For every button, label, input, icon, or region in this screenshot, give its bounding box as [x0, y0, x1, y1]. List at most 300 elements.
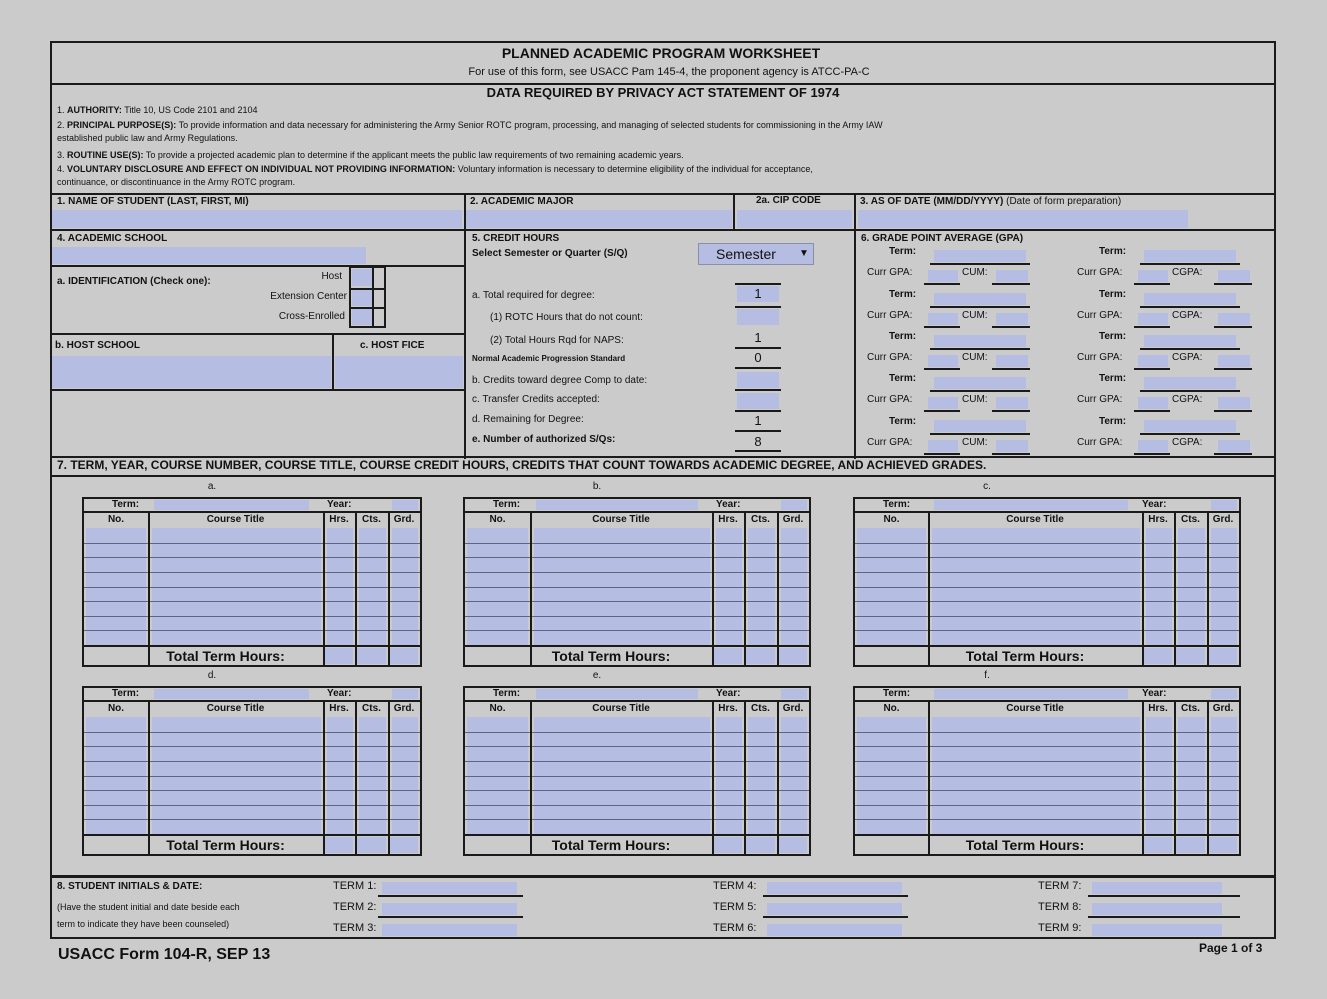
initials-input[interactable] [382, 882, 517, 894]
underline [992, 453, 1030, 455]
curr-gpa-label: Curr GPA: [867, 310, 913, 321]
asof-label: 3. AS OF DATE (MM/DD/YYYY) (Date of form preparation) [860, 196, 1122, 207]
initials-term-label: TERM 8: [1038, 901, 1082, 913]
grid-header [84, 499, 420, 513]
col-grd: Grd. [782, 514, 804, 525]
privacy-title: DATA REQUIRED BY PRIVACY ACT STATEMENT OF 1974 [486, 85, 840, 100]
underline [924, 453, 960, 455]
curr-gpa-input[interactable] [1138, 313, 1168, 325]
initials-term-label: TERM 6: [713, 922, 757, 934]
credit-d-label: d. Remaining for Degree: [472, 414, 584, 425]
chevron-down-icon: ▼ [799, 248, 809, 259]
underline [1214, 453, 1252, 455]
underline [1140, 306, 1240, 308]
col-hrs: Hrs. [718, 514, 738, 525]
col-hrs: Hrs. [329, 703, 349, 714]
gpa-term-input[interactable] [934, 293, 1026, 305]
row-divider [465, 572, 809, 573]
column-divider [1174, 702, 1176, 854]
credit-a2-value: 1 [754, 330, 762, 345]
curr-gpa-label: Curr GPA: [1077, 310, 1123, 321]
gpa-term-label: Term: [889, 246, 917, 257]
initials-input[interactable] [767, 882, 902, 894]
grid-term-input[interactable] [934, 689, 1128, 699]
grid-term-input[interactable] [536, 500, 698, 510]
underline [763, 916, 908, 918]
row-divider [84, 761, 420, 762]
grid-header [855, 688, 1239, 702]
grid-term-input[interactable] [154, 500, 309, 510]
ident-host-label: Host [321, 271, 342, 282]
row-divider [465, 732, 809, 733]
ident-ext-label: Extension Center [270, 291, 347, 302]
col-hrs: Hrs. [1148, 514, 1168, 525]
grid-term-input[interactable] [154, 689, 309, 699]
row-divider [855, 746, 1239, 747]
cgpa-label: CGPA: [1172, 394, 1203, 405]
cgpa-label: CGPA: [1172, 352, 1203, 363]
grid-term-input[interactable] [934, 500, 1128, 510]
divider [372, 268, 374, 326]
initials-term-label: TERM 7: [1038, 880, 1082, 892]
total-hrs-input[interactable] [714, 837, 742, 853]
grid-year-input[interactable] [1211, 500, 1237, 510]
grid-year-label: Year: [1142, 499, 1167, 510]
total-term-hours-label: Total Term Hours: [166, 648, 285, 664]
gpa-term-label: Term: [889, 289, 917, 300]
row-divider [855, 790, 1239, 791]
row-divider [465, 776, 809, 777]
grid-year-input[interactable] [781, 500, 807, 510]
gpa-term-input[interactable] [1144, 335, 1236, 347]
underline [1134, 410, 1170, 412]
column-divider [323, 513, 325, 665]
grid-letter: a. [207, 481, 217, 492]
ident-cross-label: Cross-Enrolled [278, 311, 345, 322]
cgpa-input[interactable] [1218, 270, 1250, 282]
row-divider [84, 601, 420, 602]
column-divider [712, 513, 714, 665]
curr-gpa-input[interactable] [928, 355, 958, 367]
divider [50, 389, 464, 391]
column-divider [1142, 513, 1144, 665]
ident-host-checkbox[interactable] [352, 269, 372, 286]
grid-year-label: Year: [327, 499, 352, 510]
privacy-voluntary-cont: continuance, or discontinuance in the Army ROTC program. [57, 177, 296, 187]
grid-column-headers [84, 702, 420, 717]
ident-label: a. IDENTIFICATION (Check one): [57, 276, 211, 287]
initials-input[interactable] [382, 903, 517, 915]
underline [930, 306, 1030, 308]
curr-gpa-input[interactable] [928, 397, 958, 409]
underline [1214, 368, 1252, 370]
row-divider [855, 761, 1239, 762]
curr-gpa-input[interactable] [928, 313, 958, 325]
col-hrs: Hrs. [329, 514, 349, 525]
underline [992, 283, 1030, 285]
host-school-input[interactable] [52, 356, 331, 388]
initials-input[interactable] [382, 924, 517, 936]
underline [1214, 410, 1252, 412]
grid-letter: b. [592, 481, 602, 492]
gpa-term-label: Term: [889, 331, 917, 342]
cgpa-input[interactable] [1218, 313, 1250, 325]
column-divider [712, 702, 714, 854]
total-cts-input[interactable] [357, 837, 386, 853]
cip-input[interactable] [737, 210, 852, 228]
privacy-routine: 3. ROUTINE USE(S): To provide a projected academic plan to determine if the applicant meets the public law requirements of two remaining academic years. [57, 150, 684, 160]
column-divider [355, 702, 357, 854]
total-grd-input[interactable] [1209, 837, 1237, 853]
term-type-select[interactable] [698, 243, 814, 265]
underline [924, 283, 960, 285]
column-divider [1142, 702, 1144, 854]
asof-input[interactable] [858, 210, 1188, 228]
grid-year-label: Year: [1142, 688, 1167, 699]
form-subtitle: For use of this form, see USACC Pam 145-4, the proponent agency is ATCC-PA-C [468, 66, 870, 78]
col-title: Course Title [206, 703, 265, 714]
underline [992, 410, 1030, 412]
underline [1134, 368, 1170, 370]
underline [924, 368, 960, 370]
row-divider [855, 630, 1239, 631]
underline [735, 367, 781, 369]
total-divider [84, 645, 420, 647]
underline [763, 937, 908, 939]
grid-header [855, 499, 1239, 513]
row-divider [465, 543, 809, 544]
grid-term-input[interactable] [536, 689, 698, 699]
curr-gpa-label: Curr GPA: [1077, 267, 1123, 278]
school-input[interactable] [52, 247, 366, 264]
column-divider [530, 702, 532, 854]
cum-input[interactable] [996, 270, 1028, 282]
underline [735, 430, 781, 432]
total-term-hours-label: Total Term Hours: [965, 648, 1085, 664]
underline [924, 326, 960, 328]
total-grd-input[interactable] [390, 837, 418, 853]
row-divider [465, 557, 809, 558]
curr-gpa-input[interactable] [1138, 397, 1168, 409]
underline [378, 937, 523, 939]
divider [50, 333, 464, 335]
col-hrs: Hrs. [718, 703, 738, 714]
cgpa-input[interactable] [1218, 355, 1250, 367]
underline [930, 263, 1030, 265]
column-divider [928, 513, 930, 665]
col-grd: Grd. [782, 703, 804, 714]
row-divider [84, 805, 420, 806]
initials-input[interactable] [767, 924, 902, 936]
row-divider [855, 805, 1239, 806]
course-grid [853, 497, 1241, 667]
total-grd-input[interactable] [779, 648, 807, 664]
grid-term-label: Term: [112, 688, 140, 699]
row-divider [855, 601, 1239, 602]
grid-letter: e. [592, 670, 602, 681]
divider [50, 229, 1276, 231]
cgpa-label: CGPA: [1172, 310, 1203, 321]
cum-label: CUM: [962, 394, 988, 405]
credit-e-value: 8 [754, 434, 762, 449]
initials-label: 8. STUDENT INITIALS & DATE: [57, 881, 203, 892]
underline [1134, 283, 1170, 285]
gpa-term-input[interactable] [1144, 293, 1236, 305]
gpa-term-label: Term: [1099, 289, 1127, 300]
col-no: No. [489, 514, 506, 525]
curr-gpa-input[interactable] [928, 440, 958, 452]
curr-gpa-label: Curr GPA: [867, 352, 913, 363]
curr-gpa-input[interactable] [1138, 440, 1168, 452]
total-cts-input[interactable] [746, 837, 775, 853]
name-label: 1. NAME OF STUDENT (LAST, FIRST, MI) [57, 196, 249, 207]
curr-gpa-label: Curr GPA: [1077, 352, 1123, 363]
total-hrs-input[interactable] [1144, 648, 1172, 664]
total-term-hours-label: Total Term Hours: [965, 837, 1085, 853]
total-grd-input[interactable] [1209, 648, 1237, 664]
row-divider [855, 587, 1239, 588]
initials-input[interactable] [1092, 924, 1222, 936]
cum-input[interactable] [996, 397, 1028, 409]
underline [992, 368, 1030, 370]
total-cts-input[interactable] [746, 648, 775, 664]
gpa-term-label: Term: [1099, 416, 1127, 427]
underline [735, 389, 781, 391]
curr-gpa-label: Curr GPA: [867, 394, 913, 405]
cum-input[interactable] [996, 313, 1028, 325]
privacy-authority: 1. AUTHORITY: Title 10, US Code 2101 and 2104 [57, 105, 258, 115]
initials-term-label: TERM 2: [333, 901, 377, 913]
grid-term-label: Term: [883, 688, 911, 699]
gpa-term-input[interactable] [934, 335, 1026, 347]
credit-label: 5. CREDIT HOURS [472, 233, 560, 244]
course-grid [82, 497, 422, 667]
initials-input[interactable] [1092, 882, 1222, 894]
gpa-term-input[interactable] [934, 250, 1026, 262]
col-grd: Grd. [393, 703, 415, 714]
initials-term-label: TERM 3: [333, 922, 377, 934]
column-divider [744, 513, 746, 665]
major-input[interactable] [466, 210, 732, 228]
ident-cross-checkbox[interactable] [352, 309, 372, 325]
privacy-voluntary: 4. VOLUNTARY DISCLOSURE AND EFFECT ON INDIVIDUAL NOT PROVIDING INFORMATION: Voluntary information is necessary to determine eligibility of the individual for acceptance, [57, 164, 813, 174]
initials-note: term to indicate they have been counseled) [57, 919, 230, 929]
row-divider [84, 616, 420, 617]
cgpa-input[interactable] [1218, 440, 1250, 452]
gpa-term-label: Term: [1099, 331, 1127, 342]
form-title: PLANNED ACADEMIC PROGRAM WORKSHEET [501, 45, 821, 61]
cum-input[interactable] [996, 440, 1028, 452]
row-divider [84, 543, 420, 544]
grid-year-input[interactable] [392, 689, 418, 699]
total-cts-input[interactable] [357, 648, 386, 664]
gpa-term-input[interactable] [934, 420, 1026, 432]
col-title: Course Title [592, 703, 650, 714]
total-divider [855, 834, 1239, 836]
column-divider [148, 702, 150, 854]
name-input[interactable] [52, 210, 462, 228]
course-grid [463, 497, 811, 667]
row-divider [84, 732, 420, 733]
term-type-value: Semester [716, 246, 776, 262]
ident-ext-checkbox[interactable] [352, 290, 372, 306]
ident-checkbox-group [349, 266, 386, 328]
credit-c-input[interactable] [737, 393, 779, 409]
courses-label: 7. TERM, YEAR, COURSE NUMBER, COURSE TITLE, COURSE CREDIT HOURS, CREDITS THAT COUNT TOWARDS ACADEMIC DEGREE, AND ACHIEVED GRADES. [57, 458, 987, 472]
col-cts: Cts. [1181, 703, 1200, 714]
col-cts: Cts. [362, 703, 381, 714]
row-divider [465, 761, 809, 762]
credit-a1-input[interactable] [737, 309, 779, 325]
row-divider [855, 543, 1239, 544]
cum-label: CUM: [962, 352, 988, 363]
col-no: No. [107, 703, 125, 714]
gpa-term-input[interactable] [1144, 377, 1236, 389]
total-hrs-input[interactable] [325, 648, 353, 664]
initials-input[interactable] [1092, 903, 1222, 915]
column-divider [530, 513, 532, 665]
host-fice-input[interactable] [335, 356, 463, 388]
underline [735, 306, 781, 308]
form-id: USACC Form 104-R, SEP 13 [58, 946, 271, 963]
column-divider [323, 702, 325, 854]
divider [733, 193, 735, 229]
initials-term-label: TERM 5: [713, 901, 757, 913]
major-label: 2. ACADEMIC MAJOR [470, 196, 574, 207]
underline [1214, 326, 1252, 328]
course-grid [853, 686, 1241, 856]
row-divider [855, 819, 1239, 820]
curr-gpa-input[interactable] [928, 270, 958, 282]
underline [735, 283, 781, 285]
privacy-purpose: 2. PRINCIPAL PURPOSE(S): To provide information and data necessary for administering the Army Senior ROTC program, processing, and managing of selected students for commissioning in the Army IAW [57, 120, 883, 130]
gpa-term-input[interactable] [1144, 420, 1236, 432]
total-term-hours-label: Total Term Hours: [551, 837, 671, 853]
total-cts-input[interactable] [1176, 648, 1205, 664]
total-hrs-input[interactable] [1144, 837, 1172, 853]
credit-a-label: a. Total required for degree: [472, 290, 595, 301]
divider [464, 229, 466, 459]
col-cts: Cts. [362, 514, 381, 525]
cum-label: CUM: [962, 310, 988, 321]
row-divider [465, 746, 809, 747]
initials-term-label: TERM 9: [1038, 922, 1082, 934]
col-hrs: Hrs. [1148, 703, 1168, 714]
total-term-hours-label: Total Term Hours: [166, 837, 285, 853]
underline [924, 410, 960, 412]
initials-input[interactable] [767, 903, 902, 915]
privacy-purpose-cont: established public law and Army Regulations. [57, 133, 238, 143]
grid-year-input[interactable] [1211, 689, 1237, 699]
row-divider [84, 630, 420, 631]
divider [50, 193, 1276, 195]
gpa-term-label: Term: [889, 373, 917, 384]
total-divider [84, 834, 420, 836]
grid-header [465, 499, 809, 513]
cgpa-input[interactable] [1218, 397, 1250, 409]
underline [378, 916, 523, 918]
total-hrs-input[interactable] [714, 648, 742, 664]
col-grd: Grd. [393, 514, 415, 525]
underline [1140, 390, 1240, 392]
divider [854, 193, 856, 459]
underline [1088, 916, 1240, 918]
gpa-label: 6. GRADE POINT AVERAGE (GPA) [861, 233, 1024, 244]
col-no: No. [489, 703, 506, 714]
gpa-term-input[interactable] [1144, 250, 1236, 262]
cum-label: CUM: [962, 267, 988, 278]
gpa-term-label: Term: [1099, 246, 1127, 257]
grid-letter: c. [983, 481, 991, 492]
grid-header [84, 688, 420, 702]
cum-input[interactable] [996, 355, 1028, 367]
credit-select-label: Select Semester or Quarter (S/Q) [472, 248, 628, 259]
row-divider [84, 557, 420, 558]
total-cts-input[interactable] [1176, 837, 1205, 853]
credit-b-input[interactable] [737, 372, 779, 388]
column-divider [148, 513, 150, 665]
initials-term-label: TERM 4: [713, 880, 757, 892]
column-divider [1207, 702, 1209, 854]
cgpa-label: CGPA: [1172, 437, 1203, 448]
cip-label: 2a. CIP CODE [756, 195, 821, 206]
col-cts: Cts. [751, 703, 770, 714]
underline [735, 450, 781, 452]
curr-gpa-input[interactable] [1138, 355, 1168, 367]
grid-column-headers [465, 702, 809, 717]
total-hrs-input[interactable] [325, 837, 353, 853]
curr-gpa-label: Curr GPA: [1077, 437, 1123, 448]
grid-year-input[interactable] [392, 500, 418, 510]
credit-d-value: 1 [754, 413, 762, 428]
grid-column-headers [855, 513, 1239, 528]
gpa-term-input[interactable] [934, 377, 1026, 389]
col-title: Course Title [592, 514, 650, 525]
initials-term-label: TERM 1: [333, 880, 377, 892]
curr-gpa-label: Curr GPA: [1077, 394, 1123, 405]
underline [763, 895, 908, 897]
row-divider [465, 616, 809, 617]
grid-header [465, 688, 809, 702]
grid-year-label: Year: [327, 688, 352, 699]
credit-c-label: c. Transfer Credits accepted: [472, 394, 600, 405]
total-grd-input[interactable] [390, 648, 418, 664]
total-grd-input[interactable] [779, 837, 807, 853]
gpa-term-label: Term: [889, 416, 917, 427]
column-divider [1207, 513, 1209, 665]
row-divider [84, 587, 420, 588]
grid-year-input[interactable] [781, 689, 807, 699]
underline [1134, 326, 1170, 328]
col-cts: Cts. [1181, 514, 1200, 525]
row-divider [84, 572, 420, 573]
host-school-label: b. HOST SCHOOL [55, 340, 140, 351]
column-divider [388, 702, 390, 854]
row-divider [465, 819, 809, 820]
underline [930, 348, 1030, 350]
column-divider [1174, 513, 1176, 665]
underline [930, 390, 1030, 392]
course-grid [82, 686, 422, 856]
row-divider [855, 557, 1239, 558]
underline [1140, 433, 1240, 435]
curr-gpa-input[interactable] [1138, 270, 1168, 282]
row-divider [465, 630, 809, 631]
grid-year-label: Year: [716, 499, 741, 510]
credit-a2-label: (2) Total Hours Rqd for NAPS: [490, 335, 624, 346]
row-divider [465, 790, 809, 791]
column-divider [744, 702, 746, 854]
